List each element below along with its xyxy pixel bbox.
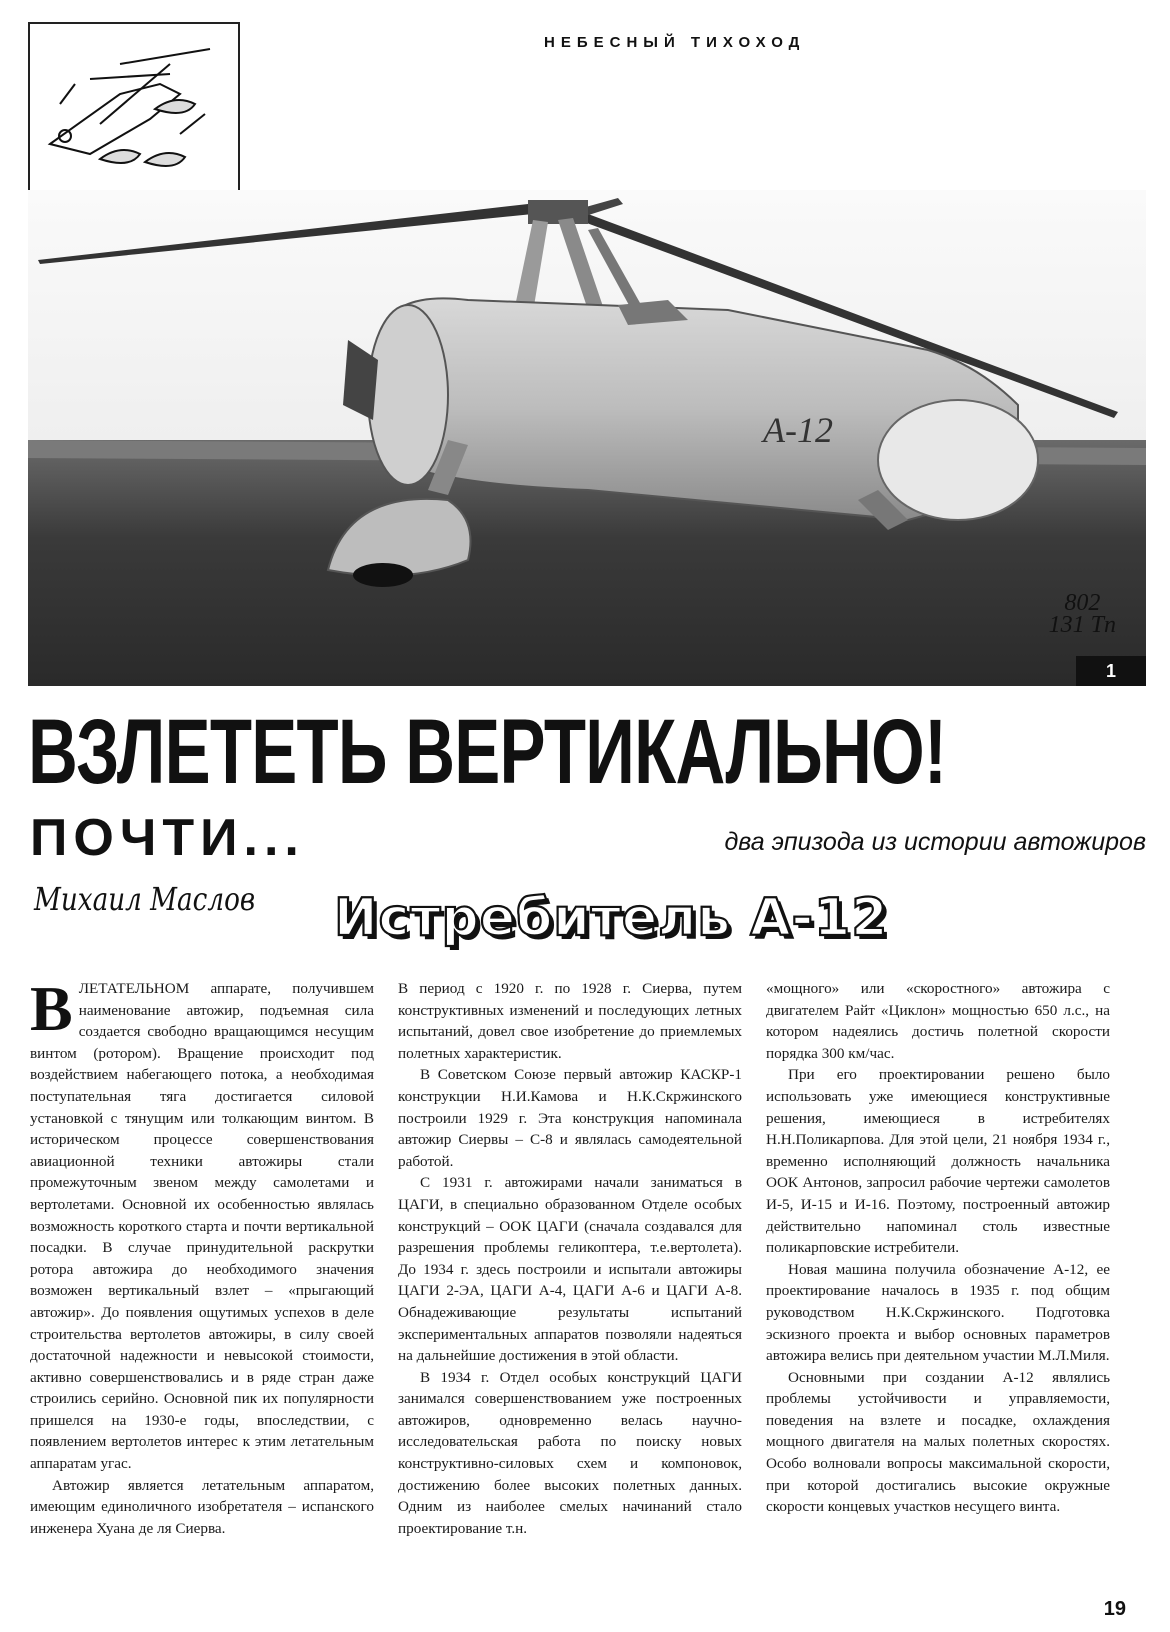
paragraph bbox=[766, 1064, 1110, 1258]
paragraph-text: В период с 1920 г. по 1928 г. Сиерва, путем конструктивных изменений и последующих летных испытаний, довел свое изобретение до приемлемых полетных характеристик. bbox=[398, 980, 742, 1062]
page-number: 19 bbox=[1103, 1598, 1126, 1620]
paragraph bbox=[398, 1172, 742, 1366]
body-column-1 bbox=[30, 973, 374, 1539]
paragraph bbox=[766, 1259, 1110, 1367]
photo-stamp bbox=[1049, 592, 1116, 636]
headline: ВЗЛЕТЕТЬ ВЕРТИКАЛЬНО! bbox=[28, 701, 947, 803]
paragraph-text: аппарате, получившем наименование автожир, подъемная сила создается свободно вращающимся несущим винтом (ротором). Вращение происходит под воздействием набегающего потока, а необходимая поступательная тяга достигается силовой установкой с тянущим или толкающим винтом. В историческом процессе совершенствования авиационной техники автожиры стали промежуточным звеном между самолетами и вертолетами. Основной их особенностью являлась возможность короткого старта и почти вертикальной посадки. В случае принудительной раскрутки ротора автожира до необходимого значения возможен вертикальный взлет – «прыгающий автожир». До появления ощутимых успехов в деле строительства вертолетов автожиры, в силу своей достаточной надежности и невысокой стоимости, активно совершенствовались и в ряде стран даже строились серийно. Основной пик их популярности пришелся на 1930-е годы, впоследствии, с появлением вертолетов интерес к этим летательным аппаратам угас. bbox=[30, 980, 374, 1473]
body-column-2 bbox=[398, 978, 742, 1539]
author-name: Михаил Маслов bbox=[34, 880, 256, 918]
paragraph bbox=[398, 978, 742, 1064]
paragraph-text: В 1934 г. Отдел особых конструкций ЦАГИ занимался совершенствованием уже построенных автожиров, одновременно велась научно-исследовательская работа по поиску новых конструктивно-силовых схем и компоновок, достижению более высоких полетных данных. Одним из наиболее смелых начинаний стало проектирование т.н. bbox=[398, 1368, 742, 1537]
paragraph bbox=[398, 1367, 742, 1540]
paragraph bbox=[766, 1367, 1110, 1518]
paragraph-text: В Советском Союзе первый автожир КАСКР-1 конструкции Н.И.Камова и Н.К.Скржинского построили 1929 г. Эта конструкция напоминала автожир Сиервы – С-8 и являлась самодеятельной работой. bbox=[398, 1066, 742, 1170]
body-column-3 bbox=[766, 978, 1110, 1518]
paragraph bbox=[766, 978, 1110, 1064]
paragraph-text: С 1931 г. автожирами начали заниматься в ЦАГИ, в специально образованном Отделе особых конструкций – ООК ЦАГИ (сначала создавался для разрешения проблемы геликоптера, т.е.вертолета). До 1934 г. здесь построили и испытали автожиры ЦАГИ 2-ЭА, ЦАГИ А-4, ЦАГИ А-6 и ЦАГИ А-8. Обнадеживающие результаты испытаний экспериментальных аппаратов позволяли надеяться на дальнейшие достижения в этой области. bbox=[398, 1174, 742, 1365]
paragraph-text: Новая машина получила обозначение А-12, ее проектирование началось в 1935 г. под общим руководством Н.К.Скржинского. Подготовка эскизного проекта и выбор основных параметров автожира велись при деятельном участии М.Л.Миля. bbox=[766, 1260, 1110, 1365]
autogyro-a12-illustration bbox=[28, 190, 1146, 686]
paragraph bbox=[30, 1475, 374, 1540]
paragraph-text: Автожир является летательным аппаратом, имеющим единоличного изобретателя – испанского инженера Хуана де ля Сиерва. bbox=[30, 1476, 374, 1537]
tagline: два эпизода из истории автожиров bbox=[724, 828, 1146, 856]
photo-stamp-line1: 802 bbox=[1064, 590, 1101, 616]
subhead: ПОЧТИ... bbox=[30, 809, 305, 867]
photo-stamp-line2: 131 Tп bbox=[1048, 612, 1116, 638]
drop-cap: В bbox=[30, 973, 73, 1044]
paragraph-text: При его проектировании решено было использовать уже имеющиеся конструктивные решения, имеющиеся в истребителях Н.Н.Поликарпова. Для этой цели, 21 ноября 1934 г., временно исполняющий должность начальника ООК Антонов, запросил рабочие чертежи самолетов И-5, И-15 и И-16. Поэтому, построенный автожир действительно напоминал столь известные поликарповские истребители. bbox=[766, 1066, 1110, 1257]
logo-box bbox=[28, 22, 240, 192]
section-title: Истребитель А-12 bbox=[334, 888, 889, 948]
paragraph-text: «мощного» или «скоростного» автожира с двигателем Райт «Циклон» мощностью 650 л.с., на котором надеялись достичь полетной скорости порядка 300 км/час. bbox=[766, 980, 1110, 1062]
paragraph bbox=[398, 1064, 742, 1172]
running-head: НЕБЕСНЫЙ ТИХОХОД bbox=[544, 34, 806, 51]
photo-number-badge: 1 bbox=[1076, 656, 1146, 686]
autogyro-photo bbox=[28, 190, 1146, 686]
fuselage-marking: А-12 bbox=[763, 410, 833, 450]
paragraph bbox=[30, 973, 374, 1475]
lead-word: ЛЕТАТЕЛЬНОМ bbox=[78, 980, 190, 997]
autogyro-sketch-logo-icon bbox=[30, 24, 238, 190]
paragraph-text: Основными при создании А-12 являлись проблемы устойчивости и управляемости, поведения на взлете и посадке, охлаждения мощного двигателя на малых полетных скоростях. Особо волновали вопросы максимальной скорости, при которой достигались высокие окружные скорости концевых участков несущего винта. bbox=[766, 1368, 1110, 1516]
